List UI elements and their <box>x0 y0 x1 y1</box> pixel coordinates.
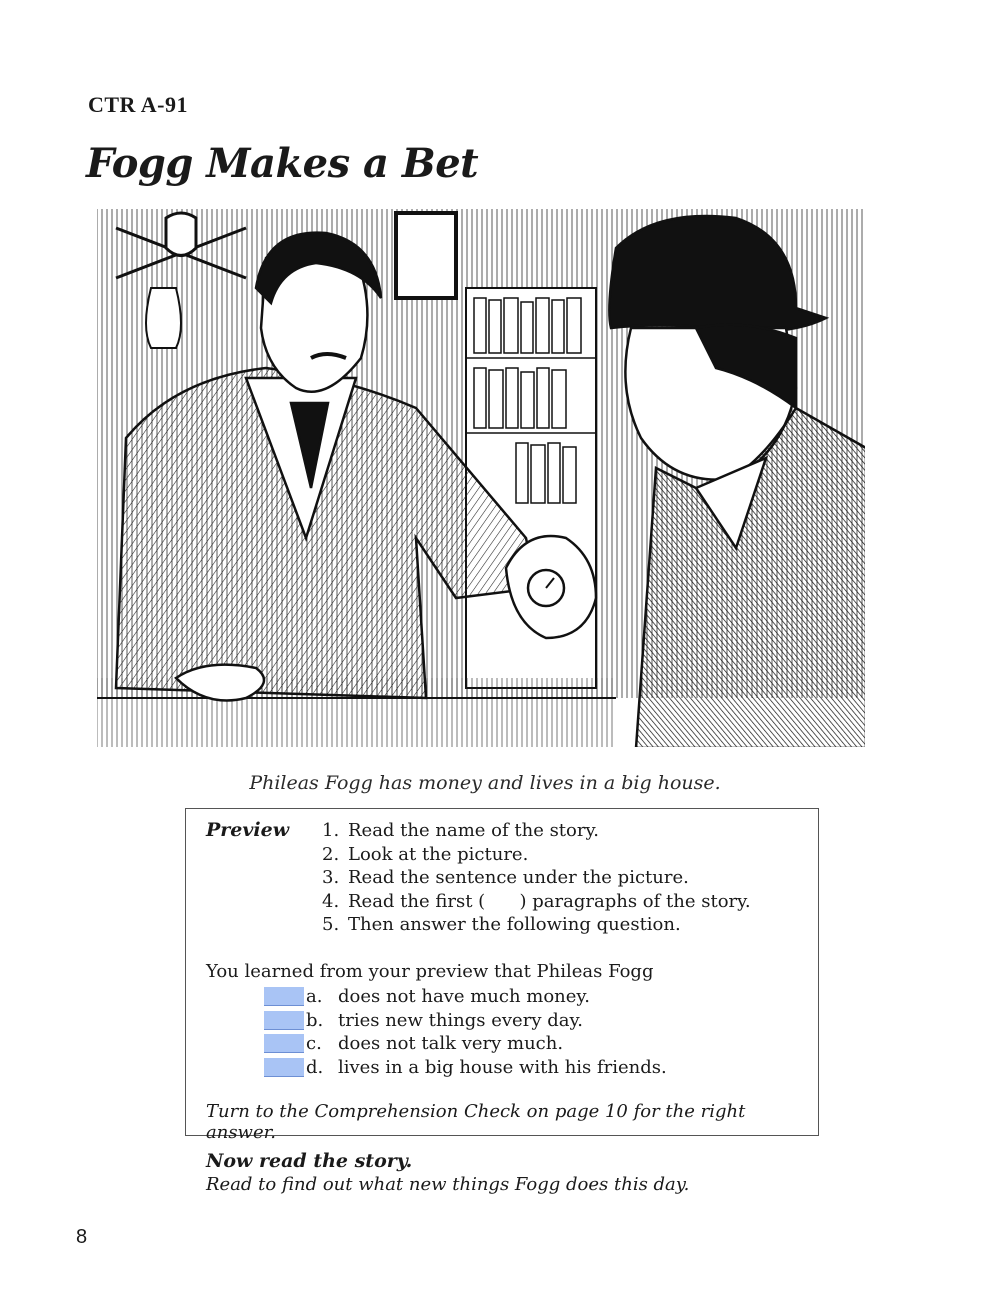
answer-blank-a[interactable] <box>264 987 304 1006</box>
choice-letter: c. <box>306 1033 322 1054</box>
choice-letter: b. <box>306 1009 324 1031</box>
question-stem: You learned from your preview that Phileas Fogg <box>206 961 654 982</box>
answer-blank-c[interactable] <box>264 1034 304 1053</box>
step-number: 1. <box>322 820 340 841</box>
now-read-heading: Now read the story. <box>206 1150 413 1172</box>
list-item <box>264 1056 667 1080</box>
answer-blank-b[interactable] <box>264 1011 304 1030</box>
list-item <box>264 985 667 1009</box>
preview-box <box>185 808 819 1143</box>
choice-letter: a. <box>306 986 323 1007</box>
choice-letter: d. <box>306 1056 324 1078</box>
preview-steps <box>322 819 751 937</box>
step-number: 3. <box>322 867 340 888</box>
list-item <box>322 819 751 843</box>
step-text: Read the sentence under the picture. <box>348 867 689 888</box>
list-item <box>322 866 751 890</box>
step-text: Look at the picture. <box>348 843 529 865</box>
choice-text: lives in a big house with his friends. <box>338 1056 667 1078</box>
answer-note: Turn to the Comprehension Check on page 10 for the right answer. <box>206 1101 746 1143</box>
choice-text: does not talk very much. <box>338 1033 564 1054</box>
step-number: 4. <box>322 890 340 912</box>
book-code: CTR A-91 <box>88 92 188 117</box>
reading-purpose: Read to find out what new things Fogg does this day. <box>206 1174 690 1195</box>
list-item <box>322 890 751 914</box>
page-number: 8 <box>76 1226 88 1248</box>
step-number: 5. <box>322 914 340 935</box>
step-text: Read the first ( ) paragraphs of the story. <box>348 890 751 912</box>
list-item <box>322 843 751 867</box>
story-title: Fogg Makes a Bet <box>86 140 479 187</box>
list-item <box>322 913 751 937</box>
step-text: Read the name of the story. <box>348 820 599 841</box>
list-item <box>264 1009 667 1033</box>
choice-text: does not have much money. <box>338 986 590 1007</box>
two-gentlemen-illustration <box>96 208 866 748</box>
answer-blank-d[interactable] <box>264 1058 304 1077</box>
step-text: Then answer the following question. <box>348 914 681 935</box>
choice-text: tries new things every day. <box>338 1009 583 1031</box>
preview-label: Preview <box>206 819 290 841</box>
picture-caption: Phileas Fogg has money and lives in a big house. <box>249 772 721 794</box>
answer-choices <box>264 985 667 1079</box>
step-number: 2. <box>322 843 340 865</box>
list-item <box>264 1032 667 1056</box>
